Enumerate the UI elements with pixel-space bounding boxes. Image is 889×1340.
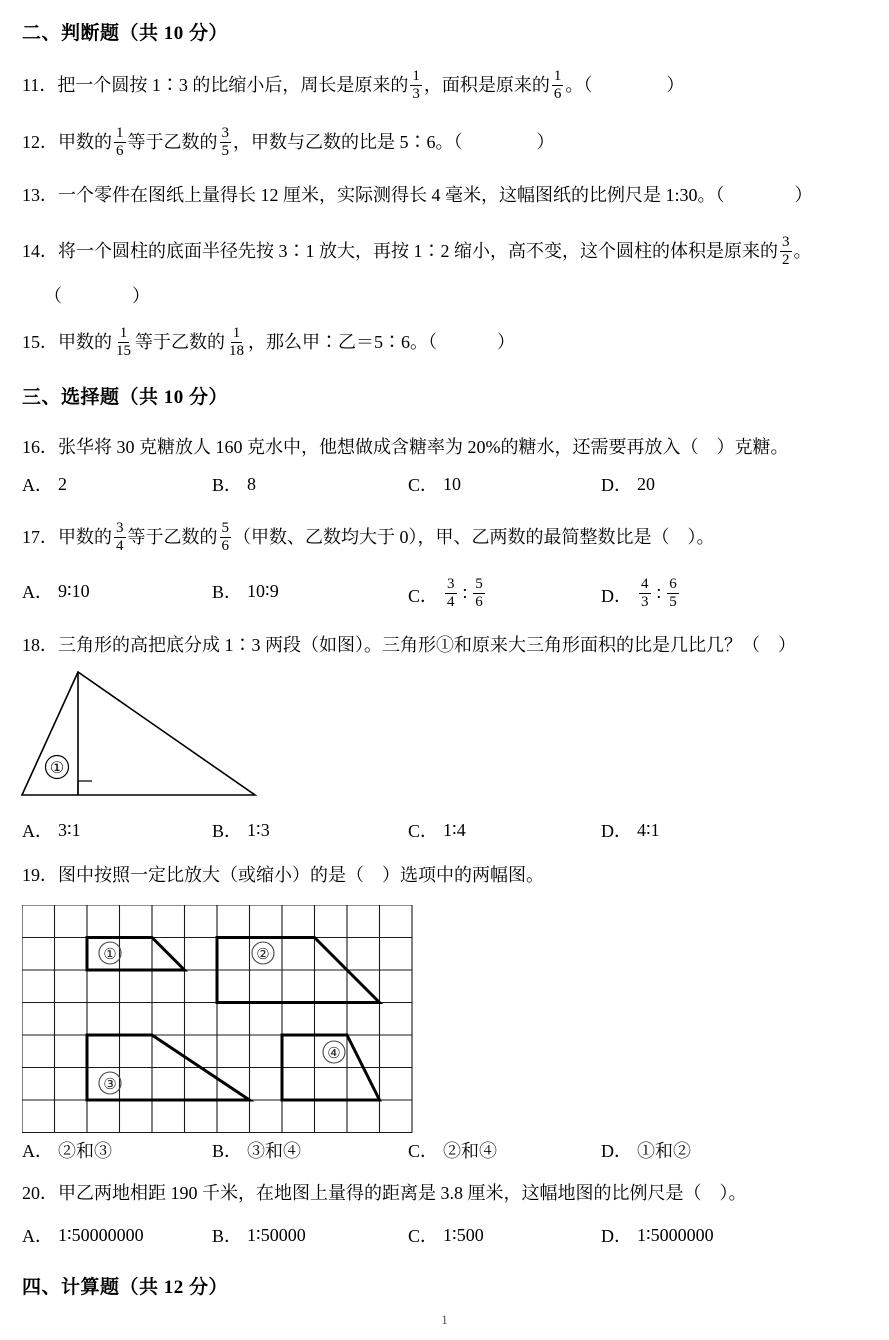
- question-12-text-part2: 等于乙数的: [127, 131, 218, 152]
- question-12-text-part3: ，甲数与乙数的比是 5∶6。（: [233, 131, 463, 152]
- question-11-text-part3: 。（: [565, 74, 593, 95]
- fraction-three-fifths: $\frac{3}{5}$: [221, 125, 229, 160]
- question-14-answer-line: [44, 283, 150, 309]
- question-15-text-part2: 等于乙数的: [135, 331, 225, 352]
- fraction-one-sixth: $\frac{1}{6}$: [116, 125, 124, 160]
- triangle-diagram: [0, 660, 300, 810]
- question-20-option-a[interactable]: A． 1∶50000000: [22, 1224, 144, 1246]
- question-17: [22, 522, 715, 556]
- section-heading-true-false: 二、判断题（共 10 分）: [22, 23, 229, 44]
- question-15-answer-blank[interactable]: ）: [497, 331, 515, 352]
- question-13-answer-blank[interactable]: ）: [794, 185, 813, 205]
- question-18-option-d[interactable]: D． 4∶1: [601, 819, 660, 841]
- question-14-number: 14．: [22, 240, 58, 261]
- question-18-option-b[interactable]: B． 1∶3: [212, 819, 270, 841]
- question-18-option-a[interactable]: A． 3∶1: [22, 819, 81, 841]
- question-13: [22, 182, 813, 208]
- question-19-text: 图中按照一定比放大（或缩小）的是（ ）选项中的两幅图。: [58, 865, 544, 885]
- question-11-number: 11．: [22, 74, 58, 95]
- grid-shape-4-label: ④: [327, 1046, 341, 1062]
- question-18-options: [0, 817, 889, 843]
- fraction-five-sixths: $\frac{5}{6}$: [221, 520, 229, 555]
- question-20: [22, 1180, 747, 1206]
- fraction-one-fifteenth: $\frac{1}{15}$: [116, 325, 131, 360]
- question-12-number: 12．: [22, 131, 58, 152]
- fraction-one-eighteenth: $\frac{1}{18}$: [229, 325, 244, 360]
- fraction-one-third: $\frac{1}{3}$: [412, 68, 420, 103]
- question-14-text-part2: 。: [793, 240, 812, 261]
- question-14-paren-open: （: [44, 286, 62, 306]
- question-17-options: [0, 578, 889, 614]
- question-16-options: [0, 471, 889, 497]
- question-14-answer-blank[interactable]: ）: [132, 286, 150, 306]
- question-20-option-c[interactable]: C． 1∶500: [408, 1224, 484, 1246]
- question-16-text: 张华将 30 克糖放人 160 克水中，他想做成含糖率为 20%的糖水，还需要再放入（ ）克糖。: [58, 437, 789, 457]
- question-11-answer-blank[interactable]: ）: [666, 74, 685, 95]
- question-20-options: [0, 1222, 889, 1248]
- question-18-figure: [0, 660, 300, 810]
- question-17-option-a[interactable]: A． 9∶10: [22, 580, 90, 602]
- question-14: [22, 236, 812, 270]
- question-20-option-d[interactable]: D． 1∶5000000: [601, 1224, 714, 1246]
- fraction-three-quarters: $\frac{3}{4}$: [447, 576, 455, 611]
- fraction-six-fifths: $\frac{6}{5}$: [669, 576, 677, 611]
- question-19-option-b[interactable]: B． ③和④: [212, 1141, 302, 1161]
- question-17-number: 17．: [22, 526, 58, 547]
- question-18-text: 三角形的高把底分成 1∶3 两段（如图）。三角形①和原来大三角形面积的比是几比几？（ ）: [58, 635, 796, 655]
- question-19-option-c[interactable]: C． ②和④: [408, 1141, 498, 1161]
- question-18: [22, 632, 796, 658]
- section-heading-multiple-choice: 三、选择题（共 10 分）: [22, 387, 229, 408]
- question-18-number: 18．: [22, 635, 58, 655]
- page-number: 1: [441, 1312, 448, 1327]
- question-15: [22, 327, 515, 361]
- fraction-three-quarters: $\frac{3}{4}$: [116, 520, 124, 555]
- question-20-option-b[interactable]: B． 1∶50000: [212, 1224, 306, 1246]
- question-12-answer-blank[interactable]: ）: [536, 131, 555, 152]
- grid-shape-2-label: ②: [256, 947, 270, 963]
- question-16-option-c[interactable]: C． 10: [408, 473, 462, 495]
- right-angle-mark: [78, 781, 92, 795]
- fraction-three-halves: $\frac{3}{2}$: [782, 234, 790, 269]
- question-17-text-part3: （甲数、乙数均大于 0），甲、乙两数的最简整数比是（ ）。: [233, 526, 715, 547]
- question-16-option-b[interactable]: B． 8: [212, 473, 257, 495]
- fraction-four-thirds: $\frac{4}{3}$: [641, 576, 649, 611]
- question-16-number: 16．: [22, 437, 58, 457]
- question-19-options: [0, 1137, 889, 1163]
- question-17-option-d[interactable]: D． $\frac{4}{3}$ ∶ $\frac{6}{5}$: [601, 576, 677, 611]
- grid-shape-1: [87, 938, 185, 971]
- question-12-text-part1: 甲数的: [58, 131, 112, 152]
- question-17-text-part2: 等于乙数的: [127, 526, 218, 547]
- question-17-option-b[interactable]: B． 10∶9: [212, 580, 279, 602]
- question-18-option-c[interactable]: C． 1∶4: [408, 819, 466, 841]
- question-11-text-part2: ，面积是原来的: [423, 74, 550, 95]
- question-15-text-part1: 甲数的: [58, 331, 112, 352]
- question-19-number: 19．: [22, 865, 58, 885]
- grid-shape-3-label: ③: [103, 1077, 117, 1093]
- fraction-one-sixth: $\frac{1}{6}$: [553, 68, 562, 103]
- question-11: [22, 70, 684, 104]
- question-15-number: 15．: [22, 331, 58, 352]
- question-13-number: 13．: [22, 185, 58, 205]
- question-12: [22, 127, 555, 161]
- question-19-option-a[interactable]: A． ②和③: [22, 1141, 112, 1161]
- question-16: [22, 434, 789, 460]
- question-13-text: 一个零件在图纸上量得长 12 厘米，实际测得长 4 毫米，这幅图纸的比例尺是 1:30。（: [58, 185, 725, 205]
- question-16-option-d[interactable]: D． 20: [601, 473, 655, 495]
- question-20-text: 甲乙两地相距 190 千米，在地图上量得的距离是 3.8 厘米，这幅地图的比例尺是（ ）。: [58, 1183, 747, 1203]
- question-17-option-c[interactable]: C． $\frac{3}{4}$ ∶ $\frac{5}{6}$: [408, 576, 483, 611]
- ratio-separator: ∶: [462, 584, 468, 605]
- question-19-option-d[interactable]: D． ①和②: [601, 1141, 691, 1161]
- triangle-label-text: ①: [49, 760, 65, 777]
- grid-shape-1-label: ①: [103, 947, 117, 963]
- question-15-text-part3: ，那么甲∶乙＝5∶6。（: [248, 331, 437, 352]
- fraction-five-sixths: $\frac{5}{6}$: [475, 576, 483, 611]
- question-19-figure: [22, 905, 414, 1135]
- question-20-number: 20．: [22, 1183, 58, 1203]
- ratio-separator: ∶: [656, 584, 662, 605]
- question-11-text-part1: 把一个圆按 1∶3 的比缩小后，周长是原来的: [57, 74, 409, 95]
- section-heading-calculation: 四、计算题（共 12 分）: [22, 1277, 229, 1298]
- grid-diagram: [22, 905, 414, 1135]
- question-14-text-part1: 将一个圆柱的底面半径先按 3∶1 放大，再按 1∶2 缩小，高不变，这个圆柱的体积是原来的: [58, 240, 778, 261]
- question-17-text-part1: 甲数的: [58, 526, 112, 547]
- question-19: [22, 862, 544, 888]
- question-16-option-a[interactable]: A． 2: [22, 473, 67, 495]
